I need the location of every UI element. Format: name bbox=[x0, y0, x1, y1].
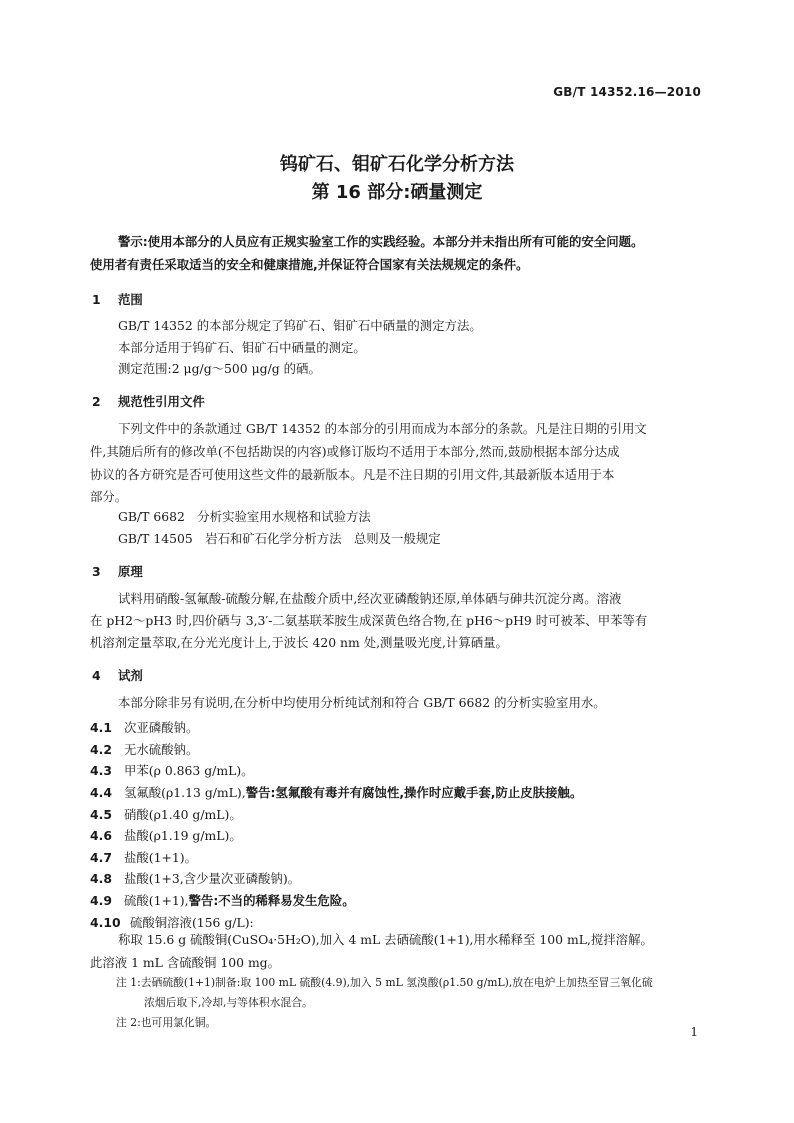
reagent-item bbox=[90, 848, 197, 866]
paragraph: 本部分适用于钨矿石、钼矿石中硒量的测定。 bbox=[118, 340, 366, 355]
paragraph-line: 协议的各方研究是否可使用这些文件的最新版本。凡是不注日期的引用文件,其最新版本适用于本 bbox=[90, 467, 615, 482]
item-text: 无水硫酸钠。 bbox=[124, 742, 199, 757]
paragraph-line: 此溶液 1 mL 含硫酸铜 100 mg。 bbox=[90, 955, 281, 970]
section-3-heading bbox=[92, 562, 143, 580]
reference-item: GB/T 6682 分析实验室用水规格和试验方法 bbox=[118, 509, 371, 524]
reagent-item bbox=[90, 891, 355, 909]
item-text: 氢氟酸(ρ1.13 g/mL), bbox=[124, 785, 246, 800]
section-4-heading bbox=[92, 666, 143, 684]
section-2-heading bbox=[92, 392, 205, 410]
section-1-heading bbox=[92, 290, 143, 308]
document-subtitle: 第 16 部分:硒量测定 bbox=[311, 182, 483, 203]
item-number: 4.2 bbox=[90, 742, 112, 757]
paragraph-line: 试料用硝酸-氢氟酸-硫酸分解,在盐酸介质中,经次亚磷酸钠还原,单体硒与砷共沉淀分离。溶液 bbox=[118, 591, 622, 606]
section-title: 范围 bbox=[118, 292, 143, 307]
item-text: 硝酸(ρ1.40 g/mL)。 bbox=[124, 807, 242, 822]
section-number: 3 bbox=[92, 564, 101, 579]
item-text: 硫酸铜溶液(156 g/L): bbox=[130, 915, 254, 930]
item-number: 4.5 bbox=[90, 807, 112, 822]
section-title: 规范性引用文件 bbox=[118, 394, 205, 409]
paragraph-line: 称取 15.6 g 硫酸铜(CuSO₄·5H₂O),加入 4 mL 去硒硫酸(1+1),用水稀释至 100 mL,搅拌溶解。 bbox=[118, 932, 653, 947]
item-text: 盐酸(1+3,含少量次亚磷酸钠)。 bbox=[124, 871, 301, 886]
reagent-item bbox=[90, 826, 242, 844]
paragraph-line: 在 pH2～pH3 时,四价硒与 3,3′-二氨基联苯胺生成深黄色络合物,在 pH6～pH9 时可被苯、甲苯等有 bbox=[90, 613, 648, 628]
reagent-item bbox=[90, 718, 198, 736]
section-number: 1 bbox=[92, 292, 101, 307]
document-title: 钨矿石、钼矿石化学分析方法 bbox=[280, 154, 514, 175]
section-number: 2 bbox=[92, 394, 101, 409]
section-title: 原理 bbox=[118, 564, 143, 579]
paragraph: 本部分除非另有说明,在分析中均使用分析纯试剂和符合 GB/T 6682 的分析实验室用水。 bbox=[118, 695, 606, 710]
note-2: 注 2:也可用氯化铜。 bbox=[116, 1016, 217, 1029]
item-text: 盐酸(ρ1.19 g/mL)。 bbox=[124, 828, 242, 843]
item-text: 甲苯(ρ 0.863 g/mL)。 bbox=[124, 763, 254, 778]
item-number: 4.3 bbox=[90, 763, 112, 778]
paragraph: 测定范围:2 μg/g～500 μg/g 的硒。 bbox=[118, 361, 321, 376]
reagent-item bbox=[90, 740, 198, 758]
section-number: 4 bbox=[92, 668, 101, 683]
warning-line-1: 警示:使用本部分的人员应有正规实验室工作的实践经验。本部分并未指出所有可能的安全问题。 bbox=[118, 234, 644, 249]
item-warning: 警告:氢氟酸有毒并有腐蚀性,操作时应戴手套,防止皮肤接触。 bbox=[245, 785, 583, 800]
paragraph-line: 部分。 bbox=[90, 489, 128, 504]
reference-item: GB/T 14505 岩石和矿石化学分析方法 总则及一般规定 bbox=[118, 531, 441, 546]
item-number: 4.10 bbox=[90, 915, 121, 930]
item-number: 4.4 bbox=[90, 785, 112, 800]
paragraph-line: 件,其随后所有的修改单(不包括勘误的内容)或修订版均不适用于本部分,然而,鼓励根据本部分达成 bbox=[90, 444, 620, 459]
section-title: 试剂 bbox=[118, 668, 143, 683]
note-1-continuation: 浓烟后取下,冷却,与等体积水混合。 bbox=[144, 996, 313, 1009]
note-1: 注 1:去硒硫酸(1+1)制备:取 100 mL 硫酸(4.9),加入 5 mL 氢溴酸(ρ1.50 g/mL),放在电炉上加热至冒三氧化硫 bbox=[116, 976, 653, 989]
item-warning: 警告:不当的稀释易发生危险。 bbox=[188, 893, 355, 908]
paragraph-line: 机溶剂定量萃取,在分光光度计上,于波长 420 nm 处,测量吸光度,计算硒量。 bbox=[90, 635, 508, 650]
reagent-item bbox=[90, 761, 254, 779]
item-number: 4.1 bbox=[90, 720, 112, 735]
item-text: 次亚磷酸钠。 bbox=[124, 720, 199, 735]
item-number: 4.8 bbox=[90, 871, 112, 886]
item-text: 硫酸(1+1), bbox=[124, 893, 189, 908]
page-number: 1 bbox=[690, 1025, 698, 1039]
standard-number: GB/T 14352.16—2010 bbox=[553, 85, 701, 99]
item-number: 4.9 bbox=[90, 893, 112, 908]
paragraph: GB/T 14352 的本部分规定了钨矿石、钼矿石中硒量的测定方法。 bbox=[118, 318, 482, 333]
paragraph-line: 下列文件中的条款通过 GB/T 14352 的本部分的引用而成为本部分的条款。凡是注日期的引用文 bbox=[118, 421, 647, 436]
reagent-item bbox=[90, 805, 242, 823]
item-number: 4.7 bbox=[90, 850, 112, 865]
item-text: 盐酸(1+1)。 bbox=[124, 850, 197, 865]
reagent-item bbox=[90, 869, 300, 887]
item-number: 4.6 bbox=[90, 828, 112, 843]
reagent-item bbox=[90, 783, 582, 801]
warning-line-2: 使用者有责任采取适当的安全和健康措施,并保证符合国家有关法规规定的条件。 bbox=[90, 257, 529, 272]
